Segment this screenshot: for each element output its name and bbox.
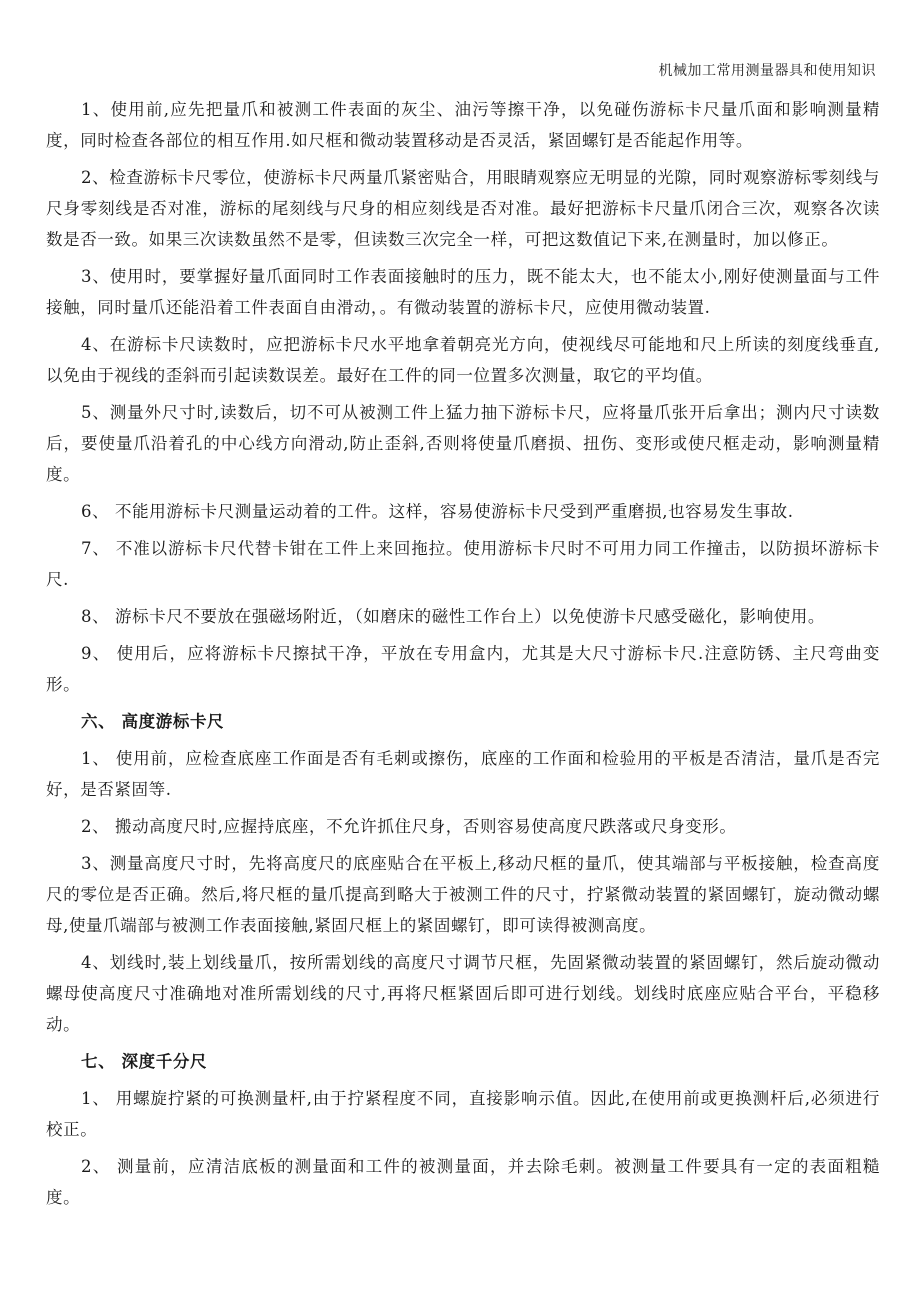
paragraph-caliper-4: 4、在游标卡尺读数时，应把游标卡尺水平地拿着朝亮光方向，使视线尽可能地和尺上所读的刻度线垂直,以免由于视线的歪斜而引起读数误差。最好在工件的同一位置多次测量，取它的平均值。: [46, 335, 880, 385]
paragraph-caliper-5: 5、测量外尺寸时,读数后，切不可从被测工件上猛力抽下游标卡尺，应将量爪张开后拿出；测内尺寸读数后，要使量爪沿着孔的中心线方向滑动,防止歪斜,否则将使量爪磨损、扭伤、变形或使尺框走动，影响测量精度。: [46, 403, 880, 484]
paragraph-caliper-3: 3、使用时，要掌握好量爪面同时工作表面接触时的压力，既不能太大，也不能太小,刚好使测量面与工件接触，同时量爪还能沿着工件表面自由滑动，。有微动装置的游标卡尺，应使用微动装置.: [46, 267, 880, 317]
paragraph-height-2: 2、 搬动高度尺时,应握持底座，不允许抓住尺身，否则容易使高度尺跌落或尺身变形。: [81, 817, 737, 836]
paragraph-height-1: 1、 使用前，应检查底座工作面是否有毛刺或擦伤，底座的工作面和检验用的平板是否清洁，量爪是否完好，是否紧固等.: [46, 749, 880, 799]
paragraph-caliper-6: 6、 不能用游标卡尺测量运动着的工件。这样，容易使游标卡尺受到严重磨损,也容易发生事故.: [81, 502, 794, 521]
paragraph-caliper-2: 2、检查游标卡尺零位，使游标卡尺两量爪紧密贴合，用眼睛观察应无明显的光隙，同时观察游标零刻线与尺身零刻线是否对准，游标的尾刻线与尺身的相应刻线是否对准。最好把游标卡尺量爪闭合三次，观察各次读数是否一致。如果三次读数虽然不是零，但读数三次完全一样，可把这数值记下来,在测量时，加以修正。: [46, 168, 880, 249]
document-body: [46, 94, 880, 1219]
paragraph-caliper-1: 1、使用前,应先把量爪和被测工件表面的灰尘、油污等擦干净，以免碰伤游标卡尺量爪面和影响测量精度，同时检查各部位的相互作用.如尺框和微动装置移动是否灵活，紧固螺钉是否能起作用等。: [46, 100, 880, 150]
paragraph-height-3: 3、测量高度尺寸时，先将高度尺的底座贴合在平板上,移动尺框的量爪，使其端部与平板接触，检查高度尺的零位是否正确。然后,将尺框的量爪提高到略大于被测工件的尺寸，拧紧微动装置的紧固螺钉，旋动微动螺母,使量爪端部与被测工作表面接触,紧固尺框上的紧固螺钉，即可读得被测高度。: [46, 854, 880, 935]
section-heading-depth-micrometer: 七、 深度千分尺: [81, 1052, 208, 1071]
paragraph-caliper-9: 9、 使用后，应将游标卡尺擦拭干净，平放在专用盒内，尤其是大尺寸游标卡尺.注意防锈、主尺弯曲变形。: [46, 644, 880, 694]
paragraph-depth-1: 1、 用螺旋拧紧的可换测量杆,由于拧紧程度不同，直接影响示值。因此,在使用前或更换测杆后,必须进行校正。: [46, 1089, 880, 1139]
section-heading-height-gauge: 六、 高度游标卡尺: [81, 712, 225, 731]
paragraph-depth-2: 2、 测量前，应清洁底板的测量面和工件的被测量面，并去除毛刺。被测量工件要具有一定的表面粗糙度。: [46, 1157, 880, 1207]
paragraph-height-4: 4、划线时,装上划线量爪，按所需划线的高度尺寸调节尺框，先固紧微动装置的紧固螺钉，然后旋动微动螺母使高度尺寸准确地对准所需划线的尺寸,再将尺框紧固后即可进行划线。划线时底座应贴合平台，平稳移动。: [46, 953, 880, 1034]
running-header: 机械加工常用测量器具和使用知识: [658, 63, 876, 79]
paragraph-caliper-8: 8、 游标卡尺不要放在强磁场附近，（如磨床的磁性工作台上）以免使游卡尺感受磁化，影响使用。: [81, 607, 825, 626]
paragraph-caliper-7: 7、 不准以游标卡尺代替卡钳在工件上来回拖拉。使用游标卡尺时不可用力同工作撞击，以防损坏游标卡尺.: [46, 539, 880, 589]
